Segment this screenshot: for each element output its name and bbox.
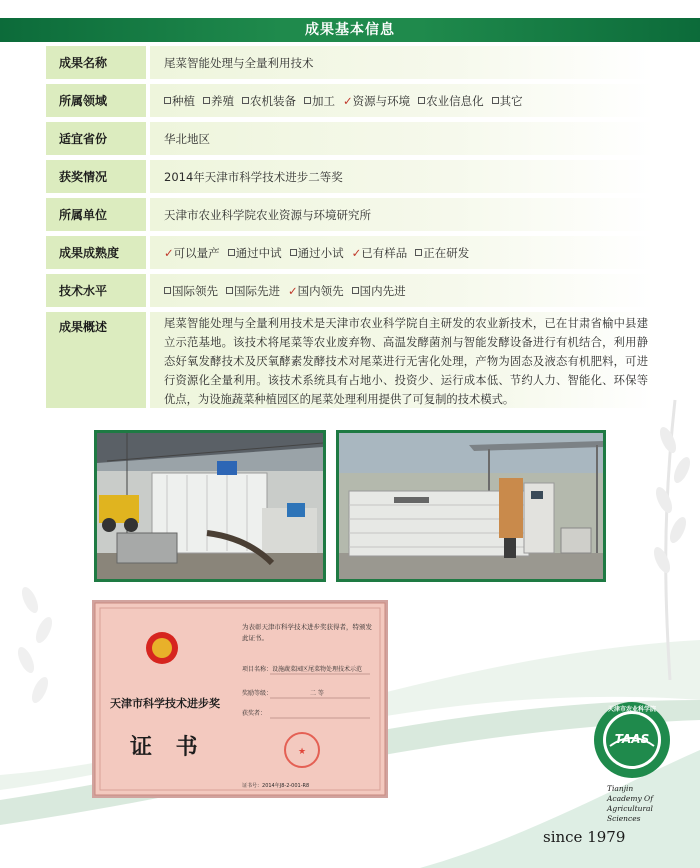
academy-line: Sciences [607, 814, 641, 823]
option-label: 种植 [172, 93, 195, 108]
row-maturity [46, 236, 654, 269]
option-maturity-2 [290, 245, 344, 261]
option-label: 国内先进 [359, 283, 406, 298]
certificate-project-label: 项目名称： [242, 666, 273, 673]
academy-line: Agricultural [607, 804, 653, 813]
option-label: 其它 [499, 93, 523, 108]
section-title: 成果基本信息 [305, 22, 395, 38]
unchecked-box-icon [164, 287, 171, 294]
row-unit [46, 198, 654, 231]
certificate-grade-value: 二 等 [310, 690, 324, 697]
option-label: 通过中试 [235, 245, 282, 260]
certificate-heading: 为表彰天津市科学技术进步奖获得者，特颁发此证书。 [242, 623, 372, 642]
row-label: 所属单位 [46, 198, 146, 231]
option-label: 通过小试 [297, 245, 344, 260]
row-summary [46, 312, 654, 408]
option-label: 可以量产 [173, 245, 220, 260]
option-maturity-3 [352, 245, 408, 261]
option-field-5 [418, 93, 484, 109]
unchecked-box-icon [352, 287, 359, 294]
academy-name [607, 784, 653, 824]
option-maturity-1 [228, 245, 282, 261]
certificate-project [242, 664, 362, 673]
option-level-3 [352, 283, 406, 299]
certificate-big-title: 证 书 [130, 734, 206, 760]
row-value: 华北地区 [150, 122, 654, 155]
option-label: 农机装备 [250, 93, 296, 108]
certificate-left-title: 天津市科学技术进步奖 [110, 697, 220, 710]
taas-logo [592, 700, 672, 780]
academy-line: Academy Of [607, 794, 653, 803]
option-level-1 [226, 283, 280, 299]
row-label: 成果成熟度 [46, 236, 146, 269]
logo-text: TAAS [614, 732, 650, 746]
option-field-6 [492, 93, 523, 109]
equipment-photo-left [94, 430, 326, 582]
options-level [150, 274, 654, 307]
option-field-4 [343, 93, 410, 109]
option-label: 国际领先 [172, 283, 218, 298]
unchecked-box-icon [242, 97, 249, 104]
unchecked-box-icon [492, 97, 499, 104]
unchecked-box-icon [304, 97, 311, 104]
row-label: 适宜省份 [46, 122, 146, 155]
row-label: 所属领域 [46, 84, 146, 117]
row-label: 成果概述 [46, 312, 146, 408]
equipment-photo-right [336, 430, 606, 582]
unchecked-box-icon [228, 249, 235, 256]
row-value: 天津市农业科学院农业资源与环境研究所 [150, 198, 654, 231]
option-label: 养殖 [211, 93, 234, 108]
option-field-0 [164, 93, 195, 109]
option-field-1 [203, 93, 234, 109]
option-field-3 [304, 93, 335, 109]
row-province [46, 122, 654, 155]
row-level [46, 274, 654, 307]
checked-icon: ✓ [351, 245, 362, 260]
certificate-project-value: 设施蔬菜园区尾菜物处理技术示范 [272, 666, 363, 673]
row-award [46, 160, 654, 193]
info-table [46, 46, 654, 413]
certificate-number-label: 证书号： [242, 783, 263, 789]
certificate-number [242, 782, 309, 789]
unchecked-box-icon [415, 249, 422, 256]
option-level-0 [164, 283, 218, 299]
option-label: 加工 [312, 93, 335, 108]
checked-icon: ✓ [343, 93, 353, 108]
option-field-2 [242, 93, 296, 109]
row-label: 技术水平 [46, 274, 146, 307]
wheat-decoration [620, 380, 700, 680]
row-value: 2014年天津市科学技术进步二等奖 [150, 160, 654, 193]
option-label: 正在研发 [423, 245, 470, 260]
option-label: 国内领先 [297, 283, 344, 298]
option-maturity-0 [164, 245, 220, 261]
unchecked-box-icon [203, 97, 210, 104]
svg-text:★: ★ [297, 747, 307, 757]
certificate-grade [242, 688, 324, 697]
option-label: 国际先进 [234, 283, 280, 298]
logo-ring-text: 天津市农业科学院 [607, 706, 656, 713]
row-value: 尾菜智能处理与全量利用技术 [150, 46, 654, 79]
section-header [0, 18, 700, 42]
options-field [150, 84, 654, 117]
option-label: 资源与环境 [352, 93, 411, 108]
checked-icon: ✓ [288, 283, 298, 298]
certificate-grade-label: 奖励等级： [242, 690, 273, 697]
options-maturity [150, 236, 654, 269]
summary-text: 尾菜智能处理与全量利用技术是天津市农业科学院自主研发的农业新技术，已在甘肃省榆中县建立示范基地。该技术将尾菜等农业废弃物、高温发酵菌剂与智能发酵设备进行有机结合，利用静态好氧发酵技术及厌氧酵素发酵技术对尾菜进行无害化处理，产物为固态及液态有机肥料，可进行资源化全量利用。该技术系统具有占地小、投资少、运行成本低、节约人力、智能化、环保等优点，为设施蔬菜种植园区的尾菜处理利用提供了可复制的技术模式。 [150, 312, 654, 408]
wheat-decoration-left [0, 560, 80, 820]
row-name [46, 46, 654, 79]
option-level-2 [288, 283, 344, 299]
unchecked-box-icon [226, 287, 233, 294]
row-label: 成果名称 [46, 46, 146, 79]
unchecked-box-icon [418, 97, 425, 104]
checked-icon: ✓ [164, 245, 174, 260]
option-label: 已有样品 [361, 245, 408, 260]
since-year: since 1979 [543, 828, 626, 846]
unchecked-box-icon [290, 249, 297, 256]
row-field [46, 84, 654, 117]
certificate-winner-label: 获奖者： [242, 710, 267, 717]
academy-line: Tianjin [607, 784, 634, 793]
row-label: 获奖情况 [46, 160, 146, 193]
certificate-winner [242, 708, 266, 717]
option-maturity-4 [415, 245, 469, 261]
award-certificate [92, 600, 388, 798]
unchecked-box-icon [164, 97, 171, 104]
option-label: 农业信息化 [426, 93, 484, 108]
certificate-number-value: 2014年J8-2-001-R8 [262, 783, 310, 789]
